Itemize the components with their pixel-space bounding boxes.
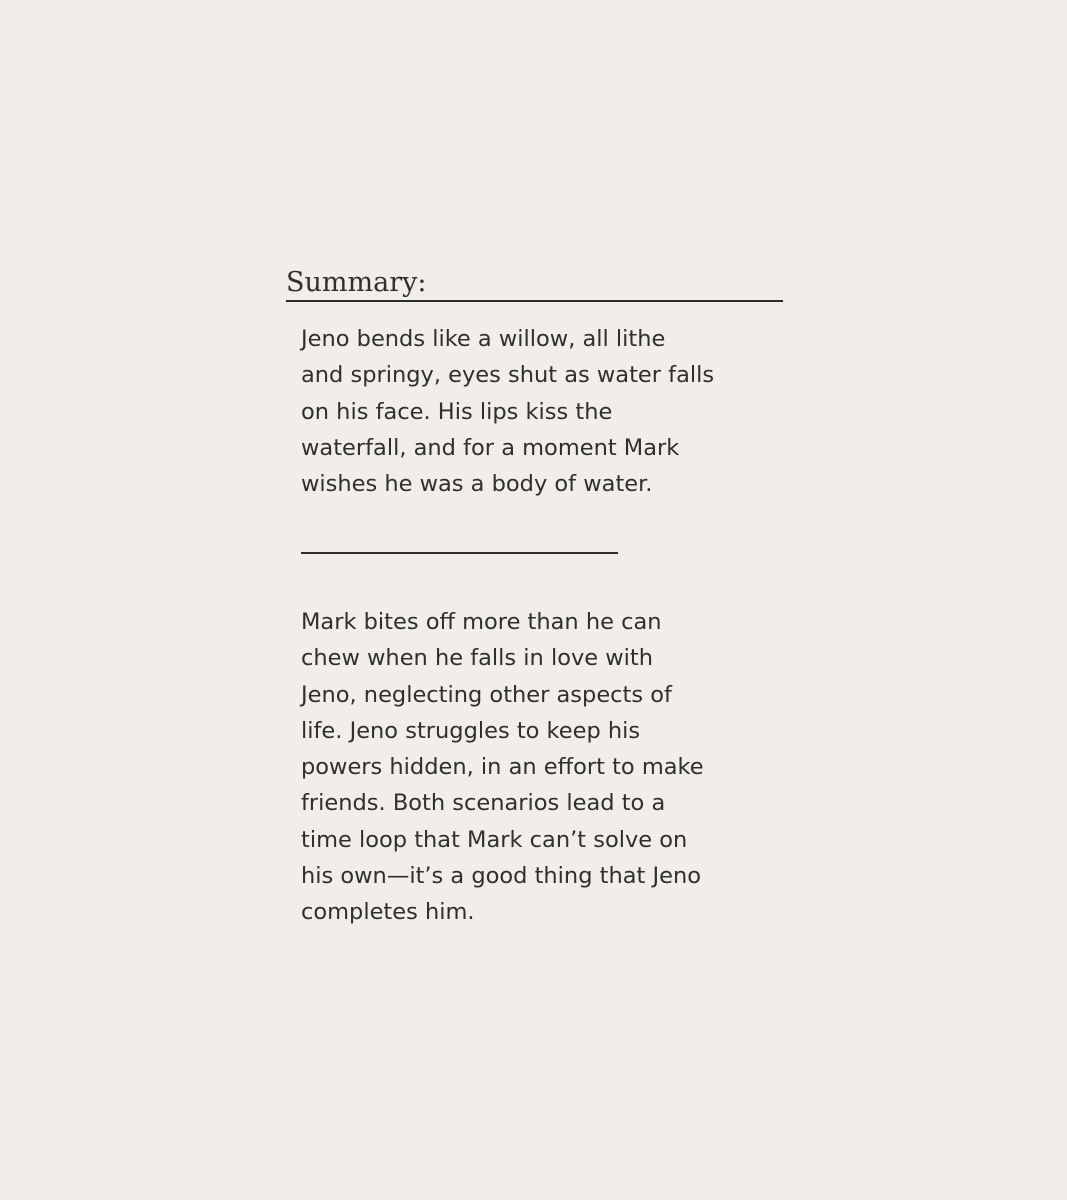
summary-line: wishes he was a body of water.: [301, 471, 653, 498]
blurb-line: Mark bites off more than he can: [301, 609, 662, 635]
summary-line: and springy, eyes shut as water falls: [301, 362, 715, 389]
section-divider: [301, 552, 618, 554]
blurb-line: powers hidden, in an effort to make: [301, 754, 704, 781]
blurb-line: his own—it’s a good thing that Jeno: [301, 863, 701, 890]
blurb-line: friends. Both scenarios lead to a: [301, 790, 666, 817]
blurb-line: completes him.: [301, 899, 475, 926]
summary-line: Jeno bends like a willow, all lithe: [301, 326, 666, 352]
blurb-line: Jeno, neglecting other aspects of: [301, 681, 672, 708]
summary-heading-label: Summary:: [286, 267, 427, 298]
summary-line: on his face. His lips kiss the: [301, 398, 613, 425]
blurb-paragraph: [301, 604, 781, 931]
blurb-line: chew when he falls in love with: [301, 645, 654, 672]
summary-paragraph: [301, 321, 781, 502]
blurb-line: life. Jeno struggles to keep his: [301, 717, 641, 744]
summary-heading: [286, 264, 783, 302]
summary-line: waterfall, and for a moment Mark: [301, 434, 680, 461]
blurb-line: time loop that Mark can’t solve on: [301, 826, 688, 853]
